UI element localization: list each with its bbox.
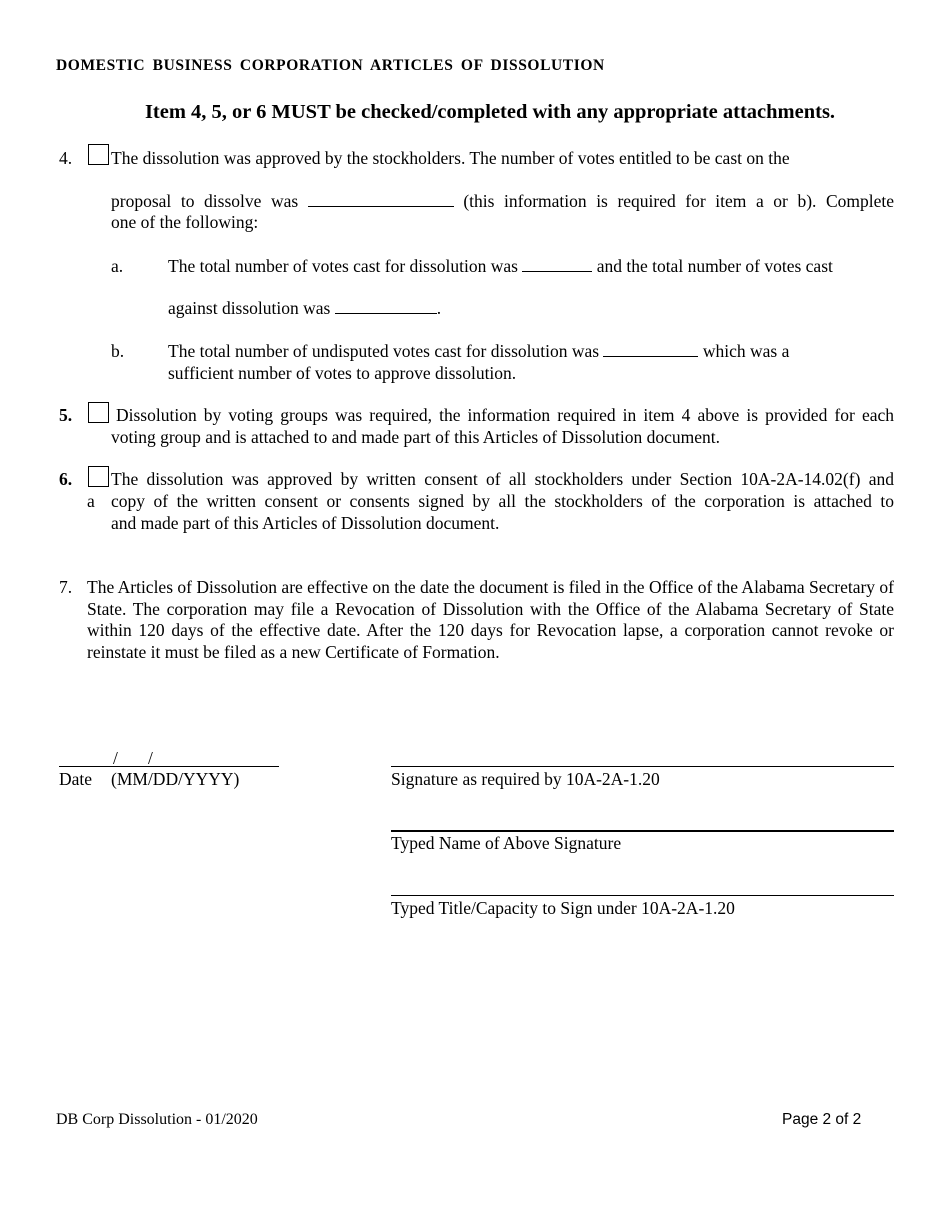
- undisputed-votes-blank[interactable]: [603, 341, 698, 357]
- item-4b-line1: [168, 341, 789, 363]
- form-title: DOMESTIC BUSINESS CORPORATION ARTICLES OF DISSOLUTION: [56, 57, 605, 74]
- item-5-text: Dissolution by voting groups was required, the information required in item 4 above is provided for each voting group and is attached to and made part of this Articles of Dissolution document.: [111, 405, 894, 447]
- item-6-checkbox[interactable]: [88, 466, 109, 487]
- date-slash-1: /: [113, 748, 118, 768]
- item-4a-line1: [168, 256, 833, 278]
- item-7-text: The Articles of Dissolution are effective on the date the document is filed in the Office of the Alabama Secretary of State. The corporation may file a Revocation of Dissolution with the Office of the Alabama Secretary of State within 120 days of the effective date. After the 120 days for Revocation lapse, a corporation cannot revoke or reinstate it must be filed as a new Certificate of Formation.: [87, 577, 894, 662]
- item-6-line3: and made part of this Articles of Dissolution document.: [111, 513, 500, 533]
- item-5-checkbox[interactable]: [88, 402, 109, 423]
- item-4a-line2: [168, 298, 441, 320]
- votes-entitled-blank[interactable]: [308, 191, 454, 207]
- item-4-line2-start: proposal to dissolve was: [111, 191, 299, 211]
- item-4b-line1-start: The total number of undisputed votes cast for dissolution was: [168, 341, 600, 361]
- signature-line[interactable]: [391, 766, 894, 767]
- item-6-number: 6.: [59, 469, 73, 489]
- item-4b-line1-end: which was a: [702, 341, 790, 361]
- date-field-line[interactable]: [59, 766, 279, 767]
- votes-against-blank[interactable]: [335, 298, 437, 314]
- typed-name-label: Typed Name of Above Signature: [391, 833, 622, 853]
- item-4-line2: [111, 191, 894, 213]
- item-4-line3: one of the following:: [111, 212, 259, 232]
- date-label: Date: [59, 769, 93, 789]
- item-4b-label: b.: [111, 341, 125, 361]
- item-4a-line2-end: .: [436, 298, 442, 318]
- signature-label: Signature as required by 10A-2A-1.20: [391, 769, 660, 789]
- typed-name-line[interactable]: [391, 830, 894, 832]
- date-format-hint: (MM/DD/YYYY): [111, 769, 240, 789]
- item-4-checkbox[interactable]: [88, 144, 109, 165]
- item-6-line1: The dissolution was approved by written consent of all stockholders under Section 10A-2A-14.02(f) and: [111, 469, 894, 489]
- date-slash-2: /: [148, 748, 153, 768]
- item-4-line2-end: (this information is required for item a or b). Complete: [463, 191, 895, 211]
- item-6-line2: copy of the written consent or consents signed by all the stockholders of the corporation is attached to: [111, 491, 894, 511]
- item-7-number: 7.: [59, 577, 73, 597]
- item-4a-line1-start: The total number of votes cast for dissolution was: [168, 256, 518, 276]
- item-6-marker: a: [87, 491, 95, 511]
- form-id: DB Corp Dissolution - 01/2020: [56, 1111, 258, 1128]
- item-4a-line1-end: and the total number of votes cast: [596, 256, 833, 276]
- item-5-number: 5.: [59, 405, 73, 425]
- item-4b-line2: sufficient number of votes to approve dissolution.: [168, 363, 517, 383]
- votes-for-blank[interactable]: [522, 256, 592, 272]
- page-number: Page 2 of 2: [782, 1111, 862, 1128]
- item-4-line1: The dissolution was approved by the stockholders. The number of votes entitled to be cast on the: [111, 148, 790, 168]
- item-4a-label: a.: [111, 256, 124, 276]
- item-4a-line2-start: against dissolution was: [168, 298, 331, 318]
- item-4-number: 4.: [59, 148, 73, 168]
- typed-title-line[interactable]: [391, 895, 894, 896]
- instruction-notice: Item 4, 5, or 6 MUST be checked/completed with any appropriate attachments.: [144, 101, 836, 123]
- typed-title-label: Typed Title/Capacity to Sign under 10A-2A-1.20: [391, 898, 735, 918]
